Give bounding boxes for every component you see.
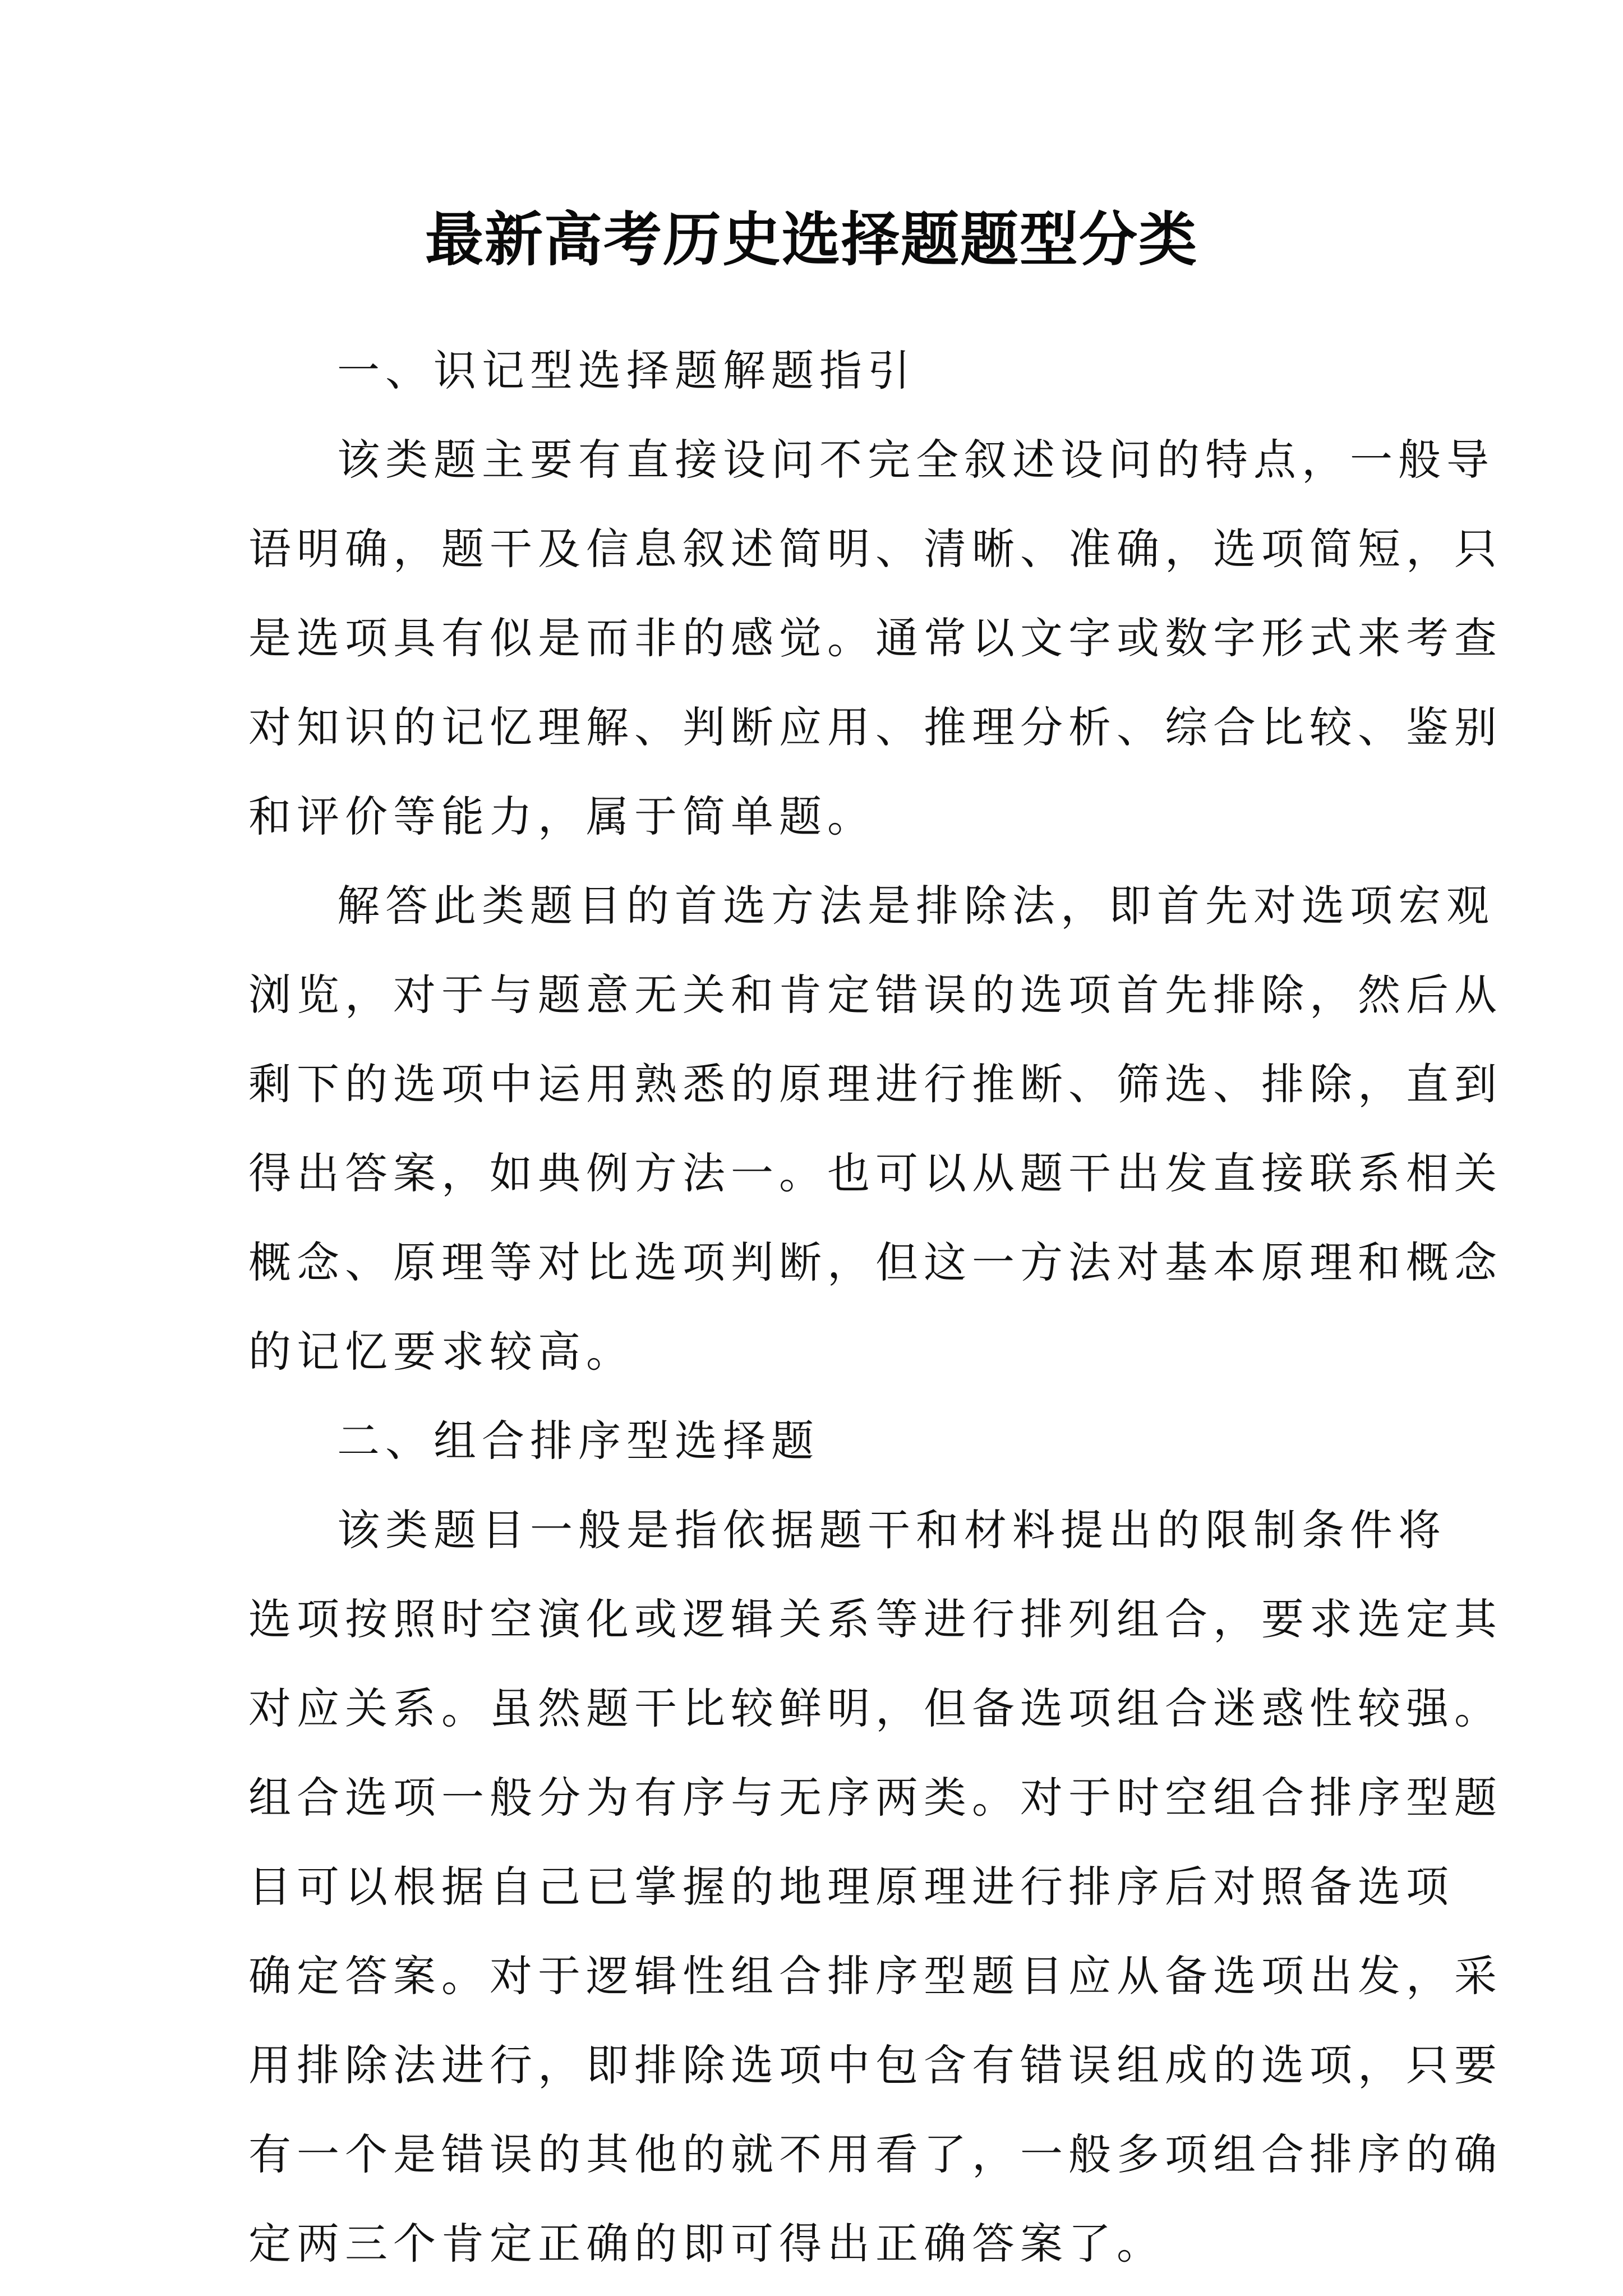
paragraph-line: 的记忆要求较高。 [248, 1327, 634, 1377]
paragraph-line: 用排除法进行，即排除选项中包含有错误组成的选项，只要 [248, 2040, 1502, 2090]
paragraph-line: 对应关系。虽然题干比较鲜明，但备选项组合迷惑性较强。 [248, 1683, 1502, 1733]
paragraph-line: 概念、原理等对比选项判断，但这一方法对基本原理和概念 [248, 1237, 1502, 1287]
paragraph-line: 该类题目一般是指依据题干和材料提出的限制条件将 [337, 1505, 1446, 1555]
paragraph-line: 目可以根据自己已掌握的地理原理进行排序后对照备选项 [248, 1862, 1454, 1912]
paragraph-line: 剩下的选项中运用熟悉的原理进行推断、筛选、排除，直到 [248, 1059, 1502, 1109]
paragraph-line: 对知识的记忆理解、判断应用、推理分析、综合比较、鉴别 [248, 702, 1502, 752]
paragraph-line: 浏览，对于与题意无关和肯定错误的选项首先排除，然后从 [248, 970, 1502, 1020]
section-heading-2: 二、组合排序型选择题 [337, 1416, 819, 1466]
paragraph-line: 解答此类题目的首选方法是排除法，即首先对选项宏观 [337, 881, 1495, 931]
paragraph-line: 定两三个肯定正确的即可得出正确答案了。 [248, 2219, 1165, 2269]
document-title: 最新高考历史选择题题型分类 [425, 205, 1198, 274]
section-heading-1: 一、识记型选择题解题指引 [337, 346, 916, 395]
paragraph-line: 选项按照时空演化或逻辑关系等进行排列组合，要求选定其 [248, 1594, 1502, 1644]
paragraph-line: 是选项具有似是而非的感觉。通常以文字或数字形式来考查 [248, 613, 1502, 663]
paragraph-line: 有一个是错误的其他的就不用看了，一般多项组合排序的确 [248, 2129, 1502, 2179]
paragraph-line: 和评价等能力，属于简单题。 [248, 792, 875, 841]
paragraph-line: 语明确，题干及信息叙述简明、清晰、准确，选项简短，只 [248, 524, 1502, 574]
paragraph-line: 确定答案。对于逻辑性组合排序型题目应从备选项出发，采 [248, 1951, 1502, 2001]
paragraph-line: 组合选项一般分为有序与无序两类。对于时空组合排序型题 [248, 1773, 1502, 1823]
paragraph-line: 得出答案，如典例方法一。也可以从题干出发直接联系相关 [248, 1148, 1502, 1198]
paragraph-line: 该类题主要有直接设问不完全叙述设问的特点，一般导 [337, 435, 1495, 485]
